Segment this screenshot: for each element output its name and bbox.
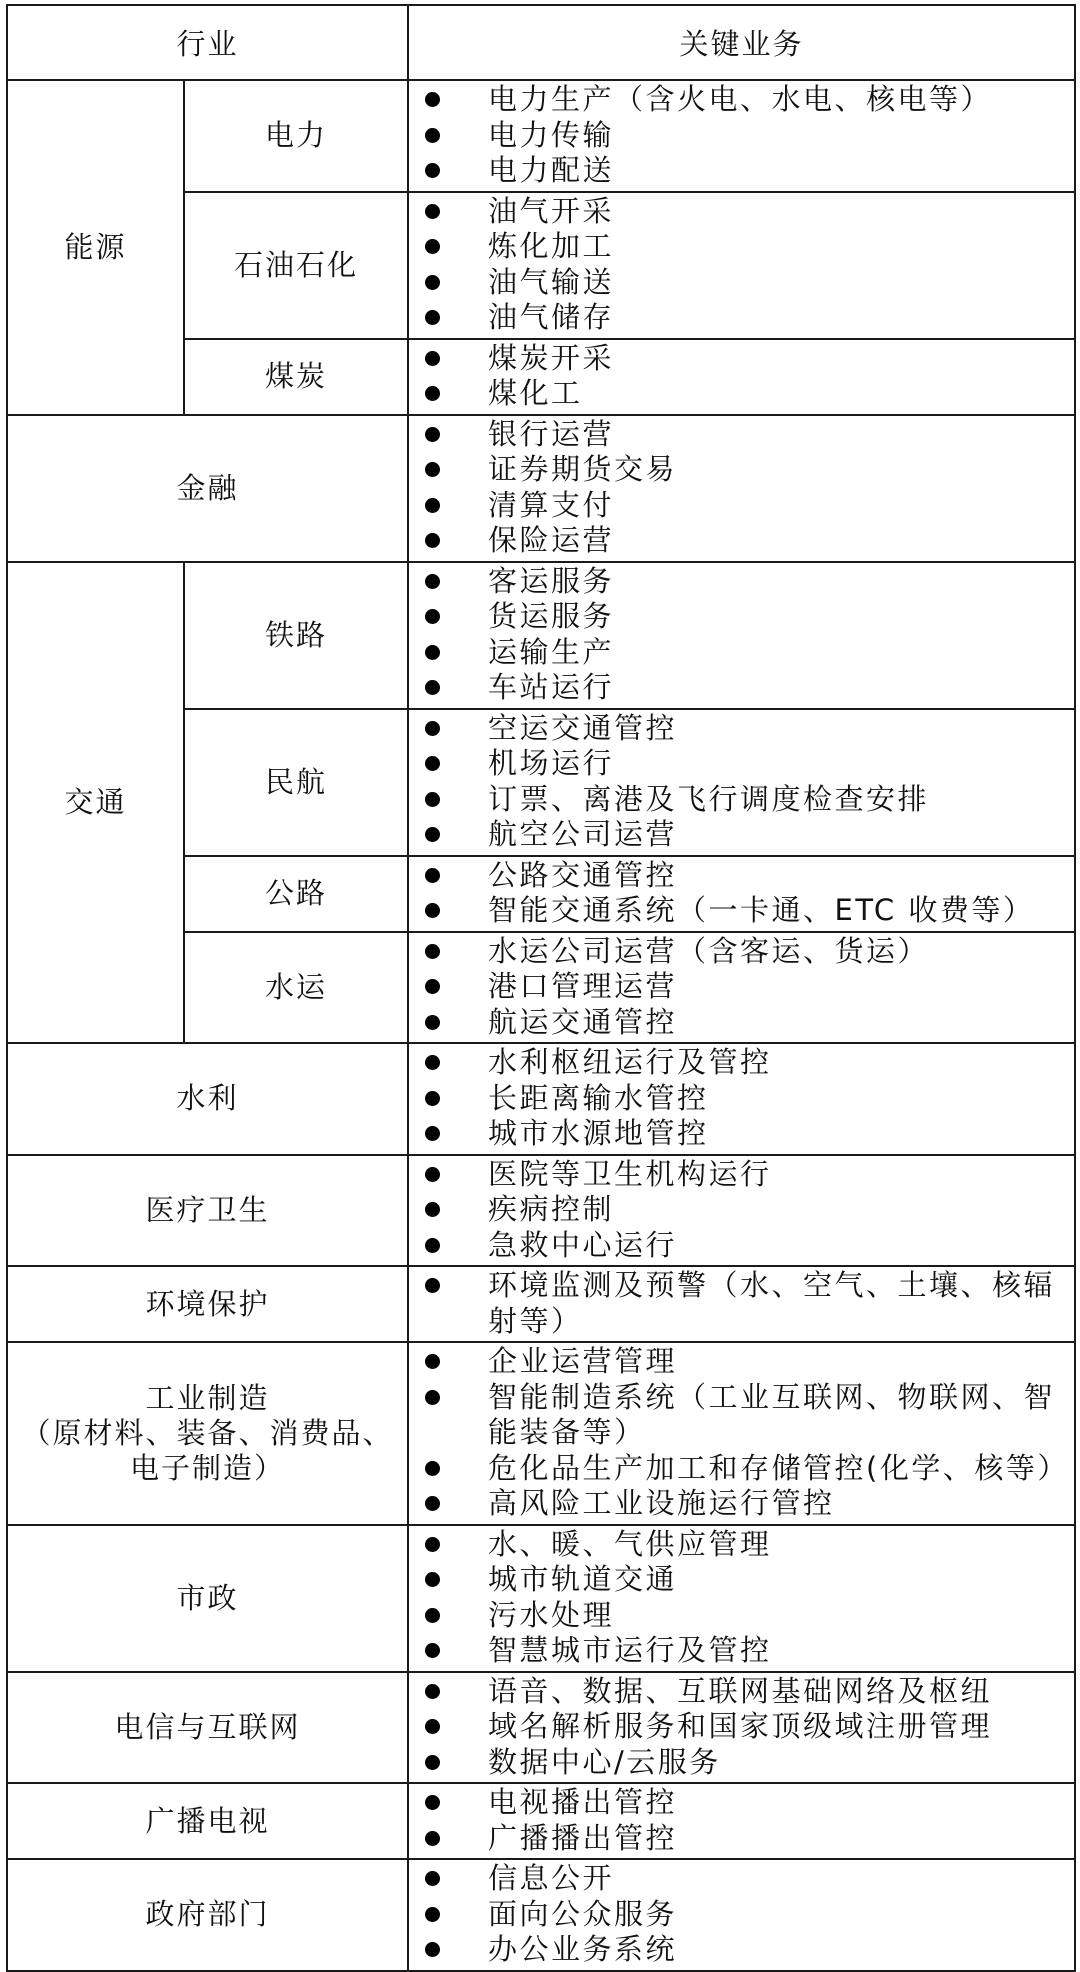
business-cell xyxy=(408,1155,1075,1267)
industry-energy: 能源 xyxy=(7,80,184,415)
business-cell xyxy=(408,1783,1075,1859)
business-item xyxy=(409,1005,1066,1041)
bullet-icon xyxy=(425,498,440,513)
business-item xyxy=(409,1116,1066,1152)
bullet-icon xyxy=(425,1719,440,1734)
bullet-icon xyxy=(425,1496,440,1511)
business-item xyxy=(409,1633,1066,1669)
business-item-text: 炼化加工 xyxy=(488,229,615,263)
business-item-text: 电力生产（含火电、水电、核电等） xyxy=(488,82,993,116)
bullet-icon xyxy=(425,275,440,290)
business-item-text: 城市轨道交通 xyxy=(488,1562,678,1596)
business-item-text: 空运交通管控 xyxy=(488,710,678,745)
industry-government: 政府部门 xyxy=(7,1859,408,1971)
business-item-text: 保险运营 xyxy=(488,523,615,557)
business-item xyxy=(409,1785,1066,1821)
business-item-text: 清算支付 xyxy=(488,487,615,522)
business-item xyxy=(409,893,1066,929)
business-item xyxy=(409,300,1066,336)
business-list xyxy=(409,857,1066,931)
business-item-text: 油气开采 xyxy=(488,193,615,228)
business-item xyxy=(409,1598,1066,1634)
business-item-text: 货运服务 xyxy=(488,599,615,633)
business-item-text: 水运公司运营（含客运、货运） xyxy=(488,933,930,968)
business-cell xyxy=(408,80,1075,192)
business-item xyxy=(409,1897,1066,1933)
business-item xyxy=(409,1674,1066,1710)
business-item xyxy=(409,635,1066,671)
business-item xyxy=(409,1192,1066,1228)
business-item xyxy=(409,265,1066,301)
business-list xyxy=(409,81,1066,191)
business-item xyxy=(409,782,1066,818)
business-item xyxy=(409,1821,1066,1857)
business-item-text: 车站运行 xyxy=(488,670,615,704)
table-row xyxy=(7,1859,1075,1971)
subindustry-rail: 铁路 xyxy=(184,562,408,709)
bullet-icon xyxy=(425,903,440,918)
business-cell xyxy=(408,1266,1075,1342)
business-item-text: 面向公众服务 xyxy=(488,1896,678,1931)
bullet-icon xyxy=(425,1055,440,1070)
bullet-icon xyxy=(425,351,440,366)
business-item xyxy=(409,969,1066,1005)
bullet-icon xyxy=(425,792,440,807)
business-item xyxy=(409,564,1066,600)
business-cell xyxy=(408,1859,1075,1971)
industry-manufacturing-label: 工业制造 xyxy=(145,1380,270,1415)
business-item xyxy=(409,1045,1066,1081)
business-item xyxy=(409,1932,1066,1968)
business-item xyxy=(409,1527,1066,1563)
subindustry-coal: 煤炭 xyxy=(184,339,408,415)
subindustry-water-transport: 水运 xyxy=(184,932,408,1044)
business-item-text: 机场运行 xyxy=(488,746,615,780)
business-item-text: 智慧城市运行及管控 xyxy=(488,1633,772,1667)
business-item xyxy=(409,118,1066,154)
business-cell xyxy=(408,856,1075,932)
bullet-icon xyxy=(425,1091,440,1106)
bullet-icon xyxy=(425,1942,440,1957)
subindustry-highway: 公路 xyxy=(184,856,408,932)
business-item-text: 污水处理 xyxy=(488,1597,615,1632)
header-industry: 行业 xyxy=(7,5,408,80)
business-list xyxy=(409,563,1066,708)
business-item-text: 公路交通管控 xyxy=(488,857,678,892)
bullet-icon xyxy=(425,944,440,959)
business-item-text: 水利枢纽运行及管控 xyxy=(488,1045,772,1079)
business-item xyxy=(409,1745,1066,1781)
subindustry-aviation: 民航 xyxy=(184,709,408,856)
bullet-icon xyxy=(425,533,440,548)
business-cell xyxy=(408,1672,1075,1784)
bullet-icon xyxy=(425,1608,440,1623)
header-business: 关键业务 xyxy=(408,5,1075,80)
business-item-text: 城市水源地管控 xyxy=(488,1116,709,1150)
business-item xyxy=(409,817,1066,853)
business-item-text: 运输生产 xyxy=(488,634,615,669)
business-item-text: 电力传输 xyxy=(488,117,615,152)
industry-finance: 金融 xyxy=(7,415,408,562)
bullet-icon xyxy=(425,204,440,219)
table-row xyxy=(7,80,1075,192)
business-item xyxy=(409,452,1066,488)
business-item-text: 煤炭开采 xyxy=(488,340,615,375)
industry-business-table xyxy=(6,4,1076,1972)
bullet-icon xyxy=(425,310,440,325)
business-item-text: 电力配送 xyxy=(488,153,615,187)
bullet-icon xyxy=(425,92,440,107)
table-row xyxy=(7,562,1075,709)
business-item xyxy=(409,376,1066,412)
business-item-text: 广播播出管控 xyxy=(488,1820,678,1855)
bullet-icon xyxy=(425,609,440,624)
bullet-icon xyxy=(425,979,440,994)
business-item-text: 长距离输水管控 xyxy=(488,1080,709,1115)
business-list xyxy=(409,1860,1066,1970)
business-cell xyxy=(408,1342,1075,1525)
business-item xyxy=(409,1344,1066,1380)
business-item xyxy=(409,1450,1069,1487)
business-item xyxy=(409,488,1066,524)
bullet-icon xyxy=(425,386,440,401)
business-item xyxy=(409,341,1066,377)
industry-municipal: 市政 xyxy=(7,1525,408,1672)
industry-manufacturing-note: （原材料、装备、消费品、电子制造） xyxy=(21,1415,394,1485)
industry-health: 医疗卫生 xyxy=(7,1155,408,1267)
table-row xyxy=(7,1155,1075,1267)
business-list xyxy=(409,193,1066,338)
business-item xyxy=(409,229,1066,265)
table-row xyxy=(7,1783,1075,1859)
business-cell xyxy=(408,1525,1075,1672)
business-item xyxy=(409,1380,1066,1451)
bullet-icon xyxy=(425,1795,440,1810)
business-item-text: 港口管理运营 xyxy=(488,969,678,1003)
table-row xyxy=(7,1342,1075,1525)
bullet-icon xyxy=(425,1390,440,1405)
bullet-icon xyxy=(425,1238,440,1253)
business-item-text: 航运交通管控 xyxy=(488,1004,678,1039)
bullet-icon xyxy=(425,1354,440,1369)
business-item-text: 企业运营管理 xyxy=(488,1344,678,1378)
bullet-icon xyxy=(425,1831,440,1846)
industry-broadcast: 广播电视 xyxy=(7,1783,408,1859)
bullet-icon xyxy=(425,1643,440,1658)
bullet-icon xyxy=(425,827,440,842)
table-row xyxy=(7,1266,1075,1342)
subindustry-power: 电力 xyxy=(184,80,408,192)
business-item xyxy=(409,1268,1066,1339)
business-cell xyxy=(408,1043,1075,1155)
business-item-text: 环境监测及预警（水、空气、土壤、核辐射等） xyxy=(488,1268,1056,1338)
business-item-text: 订票、离港及飞行调度检查安排 xyxy=(488,781,930,816)
industry-environment: 环境保护 xyxy=(7,1266,408,1342)
business-list xyxy=(409,1673,1066,1783)
table-row xyxy=(7,1525,1075,1672)
business-item xyxy=(409,934,1066,970)
bullet-icon xyxy=(425,1278,440,1293)
business-item xyxy=(409,1228,1066,1264)
table-row xyxy=(7,1043,1075,1155)
business-list xyxy=(409,416,1066,561)
business-item xyxy=(409,1562,1066,1598)
business-list xyxy=(409,1526,1066,1671)
business-cell xyxy=(408,339,1075,415)
business-item-text: 办公业务系统 xyxy=(488,1932,678,1966)
bullet-icon xyxy=(425,427,440,442)
bullet-icon xyxy=(425,868,440,883)
business-item xyxy=(409,599,1066,635)
business-item xyxy=(409,82,1066,118)
bullet-icon xyxy=(425,1871,440,1886)
bullet-icon xyxy=(425,1461,440,1476)
business-item xyxy=(409,1861,1066,1897)
business-item xyxy=(409,417,1066,453)
bullet-icon xyxy=(425,1202,440,1217)
business-list xyxy=(409,340,1066,414)
business-item-text: 数据中心/云服务 xyxy=(488,1744,721,1779)
business-item xyxy=(409,1081,1066,1117)
table-header-row xyxy=(7,5,1075,80)
bullet-icon xyxy=(425,1126,440,1141)
business-item-text: 航空公司运营 xyxy=(488,817,678,851)
subindustry-petro: 石油石化 xyxy=(184,192,408,339)
business-cell xyxy=(408,932,1075,1044)
business-item-text: 智能交通系统（一卡通、ETC 收费等） xyxy=(488,893,1035,927)
business-item xyxy=(409,1486,1066,1522)
bullet-icon xyxy=(425,756,440,771)
business-cell xyxy=(408,415,1075,562)
business-item xyxy=(409,1157,1066,1193)
bullet-icon xyxy=(425,1755,440,1770)
bullet-icon xyxy=(425,163,440,178)
business-list xyxy=(409,710,1066,855)
business-item-text: 急救中心运行 xyxy=(488,1227,678,1262)
bullet-icon xyxy=(425,574,440,589)
business-item-text: 域名解析服务和国家顶级域注册管理 xyxy=(488,1709,993,1743)
bullet-icon xyxy=(425,645,440,660)
business-list xyxy=(409,1784,1066,1858)
business-cell xyxy=(408,562,1075,709)
business-cell xyxy=(408,192,1075,339)
business-item-text: 电视播出管控 xyxy=(488,1785,678,1819)
bullet-icon xyxy=(425,1015,440,1030)
business-item-text: 智能制造系统（工业互联网、物联网、智能装备等） xyxy=(488,1379,1056,1449)
bullet-icon xyxy=(425,1684,440,1699)
business-list xyxy=(409,933,1066,1043)
business-item-text: 水、暖、气供应管理 xyxy=(488,1526,772,1561)
bullet-icon xyxy=(425,721,440,736)
bullet-icon xyxy=(425,239,440,254)
bullet-icon xyxy=(425,1572,440,1587)
business-cell xyxy=(408,709,1075,856)
bullet-icon xyxy=(425,1907,440,1922)
bullet-icon xyxy=(425,462,440,477)
table-row xyxy=(7,1672,1075,1784)
business-item xyxy=(409,194,1066,230)
business-item xyxy=(409,153,1066,189)
bullet-icon xyxy=(425,128,440,143)
business-item xyxy=(409,670,1066,706)
business-item xyxy=(409,746,1066,782)
business-item-text: 证券期货交易 xyxy=(488,452,678,486)
table-row xyxy=(7,415,1075,562)
business-item xyxy=(409,523,1066,559)
business-item-text: 医院等卫生机构运行 xyxy=(488,1156,772,1191)
business-item xyxy=(409,1709,1066,1745)
industry-manufacturing xyxy=(7,1342,408,1525)
industry-transport: 交通 xyxy=(7,562,184,1044)
bullet-icon xyxy=(425,1167,440,1182)
business-item-text: 疾病控制 xyxy=(488,1192,615,1226)
business-item-text: 语音、数据、互联网基础网络及枢纽 xyxy=(488,1673,993,1708)
bullet-icon xyxy=(425,680,440,695)
business-item-text: 客运服务 xyxy=(488,563,615,598)
business-item-text: 危化品生产加工和存储管控(化学、核等） xyxy=(488,1450,1069,1485)
business-item-text: 煤化工 xyxy=(488,376,583,410)
business-item-text: 油气储存 xyxy=(488,300,615,334)
bullet-icon xyxy=(425,1537,440,1552)
business-item xyxy=(409,711,1066,747)
business-item-text: 高风险工业设施运行管控 xyxy=(488,1486,835,1520)
industry-telecom: 电信与互联网 xyxy=(7,1672,408,1784)
business-item-text: 信息公开 xyxy=(488,1861,615,1895)
business-item-text: 银行运营 xyxy=(488,416,615,451)
industry-water-conservancy: 水利 xyxy=(7,1043,408,1155)
business-item-text: 油气输送 xyxy=(488,264,615,299)
business-list xyxy=(409,1044,1066,1154)
business-list xyxy=(409,1343,1069,1524)
business-list xyxy=(409,1156,1066,1266)
business-item xyxy=(409,858,1066,894)
business-list xyxy=(409,1267,1066,1341)
